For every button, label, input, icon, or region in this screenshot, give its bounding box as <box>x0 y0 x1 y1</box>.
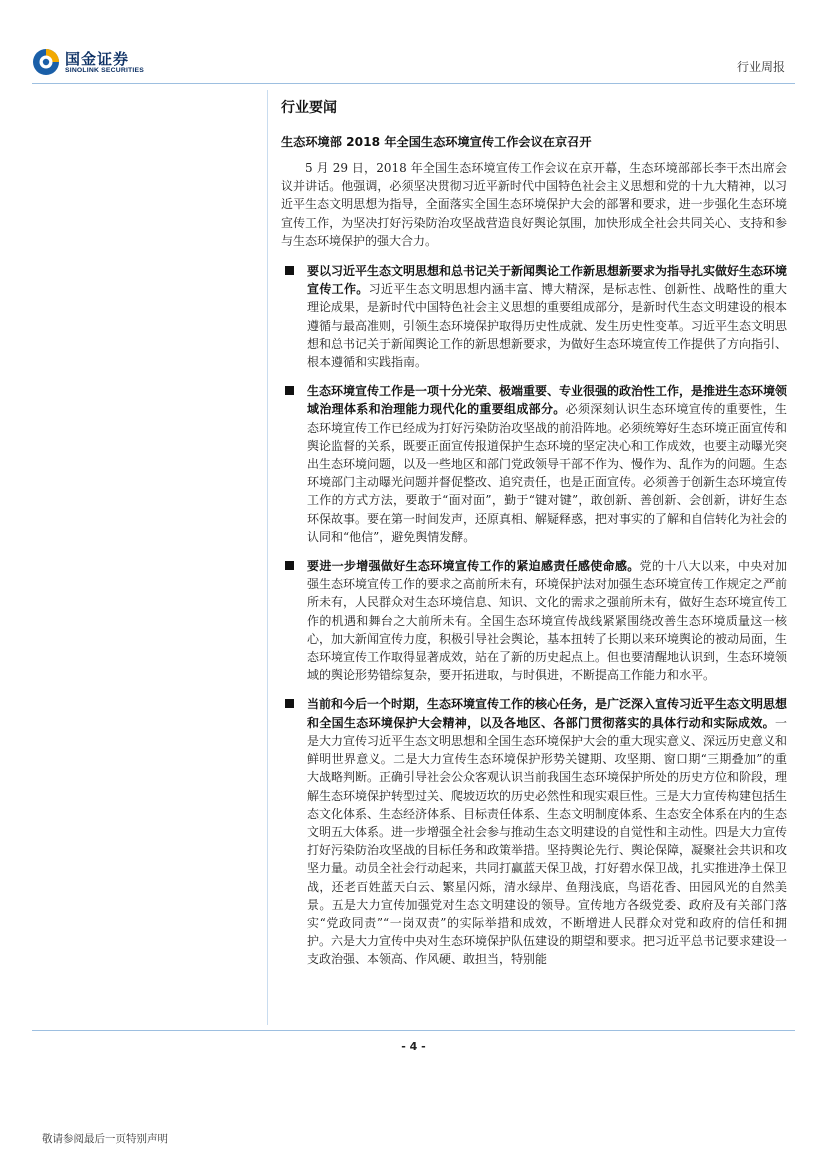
bullet-item <box>281 382 787 546</box>
bullet-lead: 生态环境宣传工作是一项十分光荣、极端重要、专业很强的政治性工作，是推进生态环境领域治理体系和治理能力现代化的重要组成部分。 <box>307 384 788 417</box>
bullet-text <box>307 382 787 546</box>
bullet-lead: 要进一步增强做好生态环境宣传工作的紧迫感责任感使命感。 <box>307 559 640 574</box>
bullet-lead: 要以习近平生态文明思想和总书记关于新闻舆论工作新思想新要求为指导扎实做好生态环境宣传工作。 <box>307 264 788 297</box>
bullet-body: 习近平生态文明思想内涵丰富、博大精深，是标志性、创新性、战略性的重大理论成果，是新时代中国特色社会主义思想的重要组成部分，是新时代生态文明建设的根本遵循与最高准则，引领生态环境保护取得历史性成就、发生历史性变革。习近平生态文明思想和总书记关于新闻舆论工作的新思想新要求，为做好生态环境宣传工作提供了方向指引、根本遵循和实践指南。 <box>307 282 788 370</box>
page-header <box>0 0 827 90</box>
footer-divider <box>32 1030 795 1031</box>
logo-english-name: SINOLINK SECURITIES <box>65 67 144 74</box>
bullet-text <box>307 262 787 371</box>
page-number: - 4 - <box>401 1040 426 1053</box>
bullet-text <box>307 557 787 684</box>
bullet-item <box>281 262 787 371</box>
bullet-item <box>281 695 787 968</box>
square-bullet-icon <box>285 561 294 570</box>
footer-disclaimer: 敬请参阅最后一页特别声明 <box>42 1133 168 1145</box>
square-bullet-icon <box>285 386 294 395</box>
square-bullet-icon <box>285 266 294 275</box>
bullet-lead: 当前和今后一个时期，生态环境宣传工作的核心任务，是广泛深入宣传习近平生态文明思想和全国生态环境保护大会精神，以及各地区、各部门贯彻落实的具体行动和实际成效。 <box>307 697 788 730</box>
bullet-body: 党的十八大以来，中央对加强生态环境宣传工作的要求之高前所未有，环境保护法对加强生态环境宣传工作规定之严前所未有，人民群众对生态环境信息、知识、文化的需求之强前所未有，做好生态环境宣传工作的机遇和舞台之大前所未有。全国生态环境宣传战线紧紧围绕改善生态环境质量这一核心，加大新闻宣传力度，积极引导社会舆论，基本扭转了长期以来环境舆论的被动局面，生态环境宣传工作取得显著成效，站在了新的历史起点上。但也要清醒地认识到，生态环境领域的舆论形势错综复杂，要开拓进取，与时俱进，不断提高工作能力和水平。 <box>307 559 788 683</box>
bullet-text <box>307 695 787 968</box>
section-title: 行业要闻 <box>281 100 337 116</box>
company-logo <box>32 45 162 79</box>
bullet-body: 一是大力宣传习近平生态文明思想和全国生态环境保护大会的重大现实意义、深远历史意义和鲜明世界意义。二是大力宣传生态环境保护形势关键期、攻坚期、窗口期“三期叠加”的重大战略判断。正确引导社会公众客观认识当前我国生态环境保护所处的历史方位和阶段，理解生态环境保护转型过关、爬坡迈坎的历史必然性和现实艰巨性。三是大力宣传构建包括生态文化体系、生态经济体系、目标责任体系、生态文明制度体系、生态安全体系在内的生态文明五大体系。进一步增强全社会参与推动生态文明建设的自觉性和主动性。四是大力宣传打好污染防治攻坚战的目标任务和政策举措。坚持舆论先行、舆论保障，凝聚社会共识和攻坚力量。动员全社会行动起来，共同打赢蓝天保卫战，打好碧水保卫战，扎实推进净土保卫战，还老百姓蓝天白云、繁星闪烁，清水绿岸、鱼翔浅底，鸟语花香、田园风光的自然美景。五是大力宣传加强党对生态文明建设的领导。宣传地方各级党委、政府及有关部门落实“党政同责”“一岗双责”的实际举措和成效，不断增进人民群众对党和政府的信任和拥护。六是大力宣传中央对生态环境保护队伍建设的期望和要求。把习近平总书记要求建设一支政治强、本领高、作风硬、敢担当，特别能 <box>307 715 788 967</box>
article-intro: 5 月 29 日，2018 年全国生态环境宣传工作会议在京开幕，生态环境部部长李干杰出席会议并讲话。他强调，必须坚决贯彻习近平新时代中国特色社会主义思想和党的十九大精神，以习近平生态文明思想为指导，全面落实全国生态环境保护大会的部署和要求，进一步强化生态环境宣传工作，为坚决打好污染防治攻坚战营造良好舆论氛围，加快形成全社会共同关心、支持和参与生态环境保护的强大合力。 <box>281 161 787 248</box>
article-title: 生态环境部 2018 年全国生态环境宣传工作会议在京召开 <box>281 135 592 149</box>
bullet-item <box>281 557 787 684</box>
margin-rule <box>267 90 268 1025</box>
header-divider <box>32 83 795 84</box>
square-bullet-icon <box>285 699 294 708</box>
main-content <box>281 97 787 980</box>
bullet-body: 必须深刻认识生态环境宣传的重要性，生态环境宣传工作已经成为打好污染防治攻坚战的前沿阵地。必须统筹好生态环境正面宣传和舆论监督的关系，既要正面宣传报道保护生态环境的坚定决心和工作成效，也要主动曝光突出生态环境问题，以及一些地区和部门党政领导干部不作为、慢作为、乱作为的问题。生态环境部门主动曝光问题并督促整改、追究责任，也是正面宣传。必须善于创新生态环境宣传工作的方式方法，要敢于“面对面”，勤于“键对键”，敢创新、善创新、会创新，讲好生态环保故事。要在第一时间发声，还原真相、解疑释惑，把对事实的了解和自信转化为社会的认同和“他信”，避免舆情发酵。 <box>307 402 788 544</box>
logo-chinese-name: 国金证券 <box>65 50 130 68</box>
report-type-label: 行业周报 <box>736 60 785 74</box>
sinolink-logo-icon <box>32 48 60 76</box>
